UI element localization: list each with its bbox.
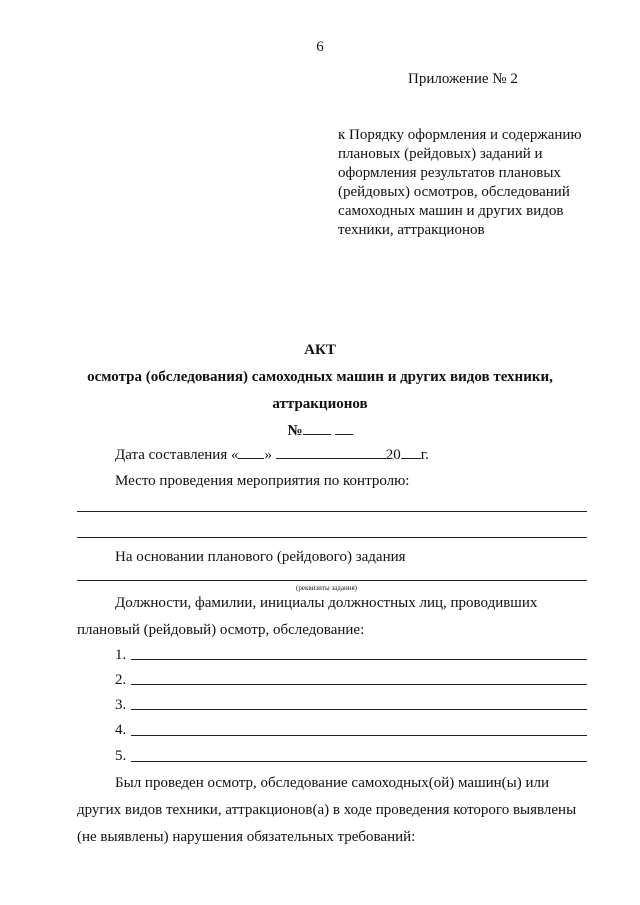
date-month-blank[interactable]	[276, 445, 386, 459]
official-item-number: 5.	[115, 748, 127, 764]
basis-hint: (реквизиты задания)	[296, 584, 357, 592]
official-item-field[interactable]	[131, 709, 587, 710]
appendix-line: самоходных машин и других видов	[338, 203, 564, 219]
appendix-title: Приложение № 2	[408, 71, 518, 87]
act-number-suffix-blank[interactable]	[335, 421, 353, 435]
date-label: Дата составления «	[115, 447, 239, 463]
act-title: АКТ	[304, 342, 336, 358]
date-quote-close: »	[264, 447, 272, 463]
appendix-line: (рейдовых) осмотров, обследований	[338, 184, 570, 200]
official-item-number: 4.	[115, 722, 127, 738]
appendix-line: техники, аттракционов	[338, 222, 485, 238]
page-number: 6	[316, 39, 324, 55]
place-label: Место проведения мероприятия по контролю:	[115, 473, 410, 489]
result-line3: (не выявлены) нарушения обязательных требований:	[77, 829, 416, 845]
appendix-reference	[338, 126, 582, 240]
official-item-field[interactable]	[131, 761, 587, 762]
date-day-blank[interactable]	[238, 445, 264, 459]
act-number	[0, 421, 640, 440]
appendix-line: к Порядку оформления и содержанию	[338, 127, 582, 143]
official-item-field[interactable]	[131, 659, 587, 660]
official-item-number: 2.	[115, 672, 127, 688]
result-line2: других видов техники, аттракционов(а) в ходе проведения которого выявлены	[77, 802, 577, 818]
basis-field-line[interactable]	[77, 580, 587, 581]
official-item-number: 3.	[115, 697, 127, 713]
appendix-line: плановых (рейдовых) заданий и	[338, 146, 543, 162]
officials-line1: Должности, фамилии, инициалы должностных лиц, проводивших	[115, 595, 538, 611]
act-number-blank[interactable]	[303, 421, 331, 435]
place-field-line-1[interactable]	[77, 511, 587, 512]
official-item-number: 1.	[115, 647, 127, 663]
act-subtitle-line1: осмотра (обследования) самоходных машин и других видов техники,	[87, 369, 553, 385]
act-number-label: №	[287, 423, 303, 439]
official-item-field[interactable]	[131, 735, 587, 736]
date-year-blank[interactable]	[401, 445, 421, 459]
officials-line2: плановый (рейдовый) осмотр, обследование:	[77, 622, 365, 638]
official-item-field[interactable]	[131, 684, 587, 685]
basis-label: На основании планового (рейдового) задания	[115, 549, 406, 565]
act-subtitle-line2: аттракционов	[272, 396, 368, 412]
date-year-prefix: 20	[385, 447, 401, 463]
date-year-suffix: г.	[420, 447, 429, 463]
place-field-line-2[interactable]	[77, 537, 587, 538]
appendix-line: оформления результатов плановых	[338, 165, 561, 181]
result-line1: Был проведен осмотр, обследование самоходных(ой) машин(ы) или	[115, 775, 550, 791]
date-row	[115, 445, 429, 464]
